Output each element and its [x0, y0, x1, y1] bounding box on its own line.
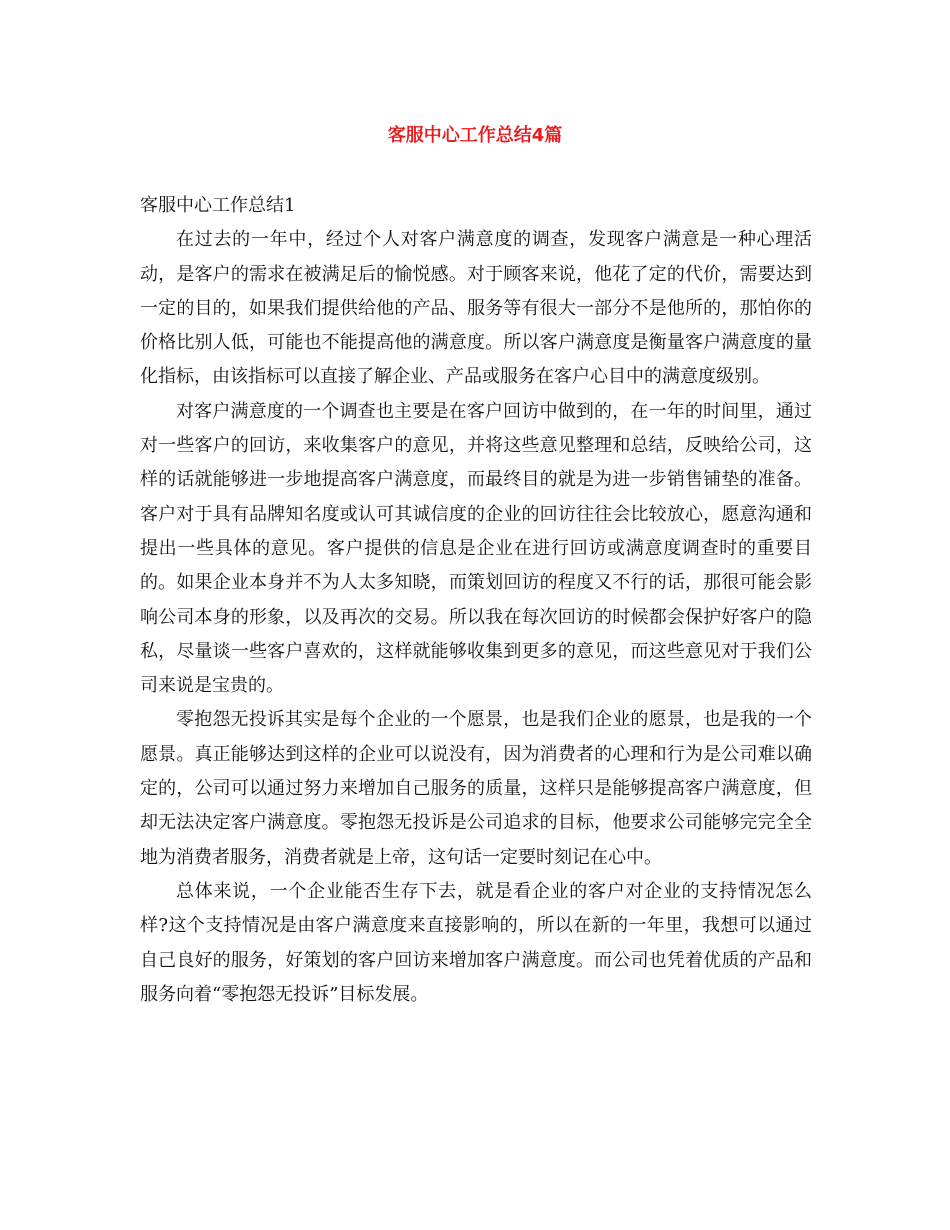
section-heading: 客服中心工作总结1 — [140, 195, 296, 216]
paragraph: 在过去的一年中，经过个人对客户满意度的调查，发现客户满意是一种心理活动，是客户的需求在被满足后的愉悦感。对于顾客来说，他花了定的代价，需要达到一定的目的，如果我们提供给他的产品、服务等有很大一部分不是他所的，那怕你的价格比别人低，可能也不能提高他的满意度。所以客户满意度是衡量客户满意度的量化指标，由该指标可以直接了解企业、产品或服务在客户心目中的满意度级别。 — [140, 229, 812, 388]
document-body — [140, 189, 812, 1012]
paragraph: 零抱怨无投诉其实是每个企业的一个愿景，也是我们企业的愿景，也是我的一个愿景。真正能够达到这样的企业可以说没有，因为消费者的心理和行为是公司难以确定的，公司可以通过努力来增加自己服务的质量，这样只是能够提高客户满意度，但却无法决定客户满意度。零抱怨无投诉是公司追求的目标，他要求公司能够完完全全地为消费者服务，消费者就是上帝，这句话一定要时刻记在心中。 — [140, 709, 812, 868]
paragraph: 总体来说，一个企业能否生存下去，就是看企业的客户对企业的支持情况怎么样?这个支持情况是由客户满意度来直接影响的，所以在新的一年里，我想可以通过自己良好的服务，好策划的客户回访来增加客户满意度。而公司也凭着优质的产品和服务向着“零抱怨无投诉”目标发展。 — [140, 880, 812, 1005]
document-title: 客服中心工作总结4篇 — [387, 125, 563, 146]
paragraph: 对客户满意度的一个调查也主要是在客户回访中做到的，在一年的时间里，通过对一些客户的回访，来收集客户的意见，并将这些意见整理和总结，反映给公司，这样的话就能够进一步地提高客户满意度，而最终目的就是为进一步销售铺垫的准备。客户对于具有品牌知名度或认可其诚信度的企业的回访往往会比较放心，愿意沟通和提出一些具体的意见。客户提供的信息是企业在进行回访或满意度调查时的重要目的。如果企业本身并不为人太多知晓，而策划回访的程度又不行的话，那很可能会影响公司本身的形象，以及再次的交易。所以我在每次回访的时候都会保护好客户的隐私，尽量谈一些客户喜欢的，这样就能够收集到更多的意见，而这些意见对于我们公司来说是宝贵的。 — [140, 400, 812, 697]
